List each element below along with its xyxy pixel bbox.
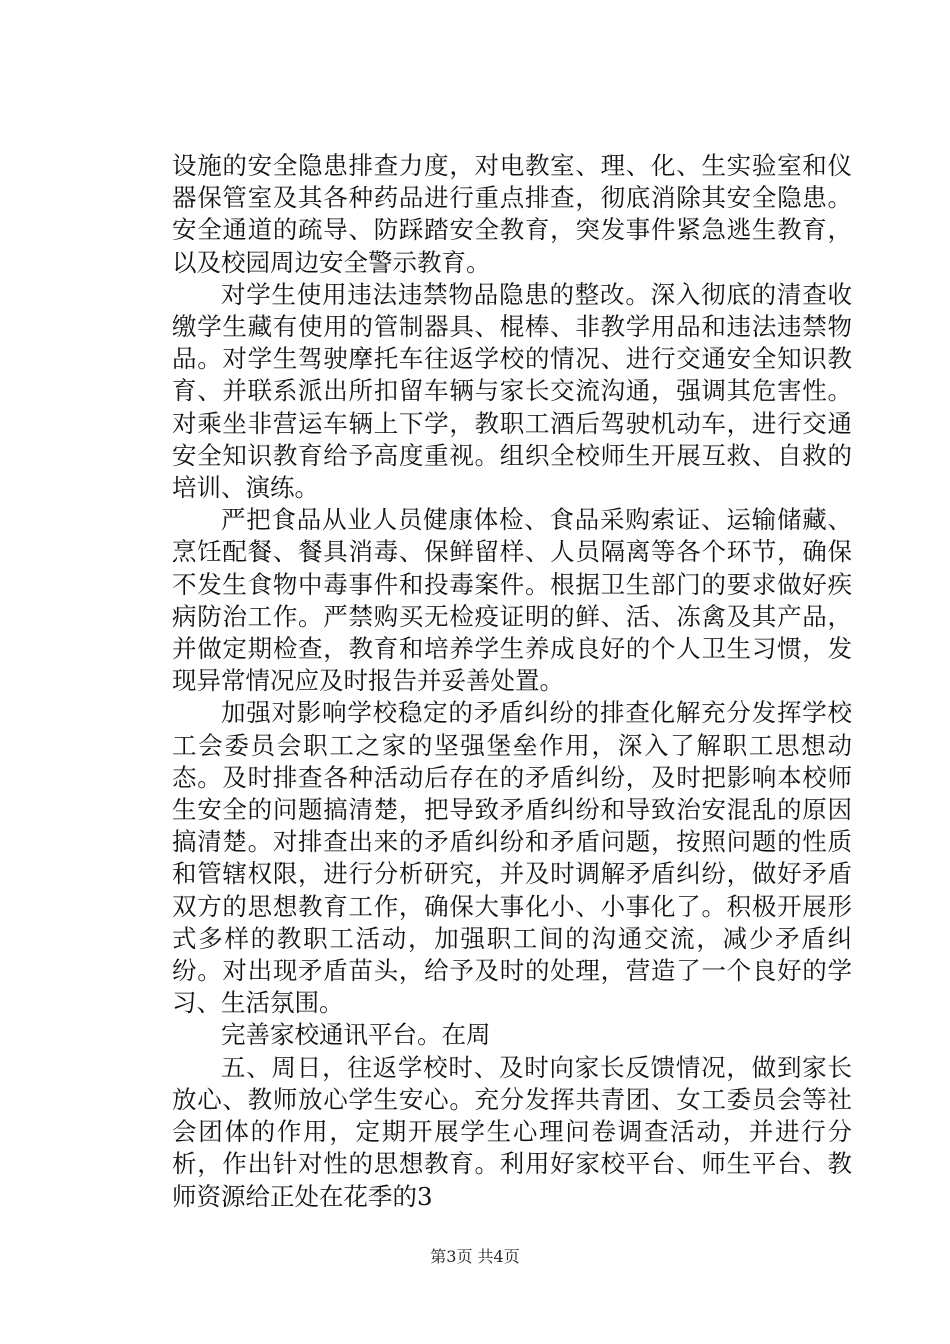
- paragraph-3: 严把食品从业人员健康体检、食品采购索证、运输储藏、烹饪配餐、餐具消毒、保鲜留样、人员隔离等各个环节，确保不发生食物中毒事件和投毒案件。根据卫生部门的要求做好疾病防治工作。严禁购买无检疫证明的鲜、活、冻禽及其产品，并做定期检查，教育和培养学生养成良好的个人卫生习惯，发现异常情况应及时报告并妥善处置。: [172, 505, 852, 696]
- paragraph-2: 对学生使用违法违禁物品隐患的整改。深入彻底的清查收缴学生藏有使用的管制器具、棍棒、非教学用品和违法违禁物品。对学生驾驶摩托车往返学校的情况、进行交通安全知识教育、并联系派出所扣留车辆与家长交流沟通，强调其危害性。对乘坐非营运车辆上下学，教职工酒后驾驶机动车，进行交通安全知识教育给予高度重视。组织全校师生开展互救、自救的培训、演练。: [172, 279, 852, 503]
- paragraph-1: 设施的安全隐患排查力度，对电教室、理、化、生实验室和仪器保管室及其各种药品进行重点排查，彻底消除其安全隐患。安全通道的疏导、防踩踏安全教育，突发事件紧急逃生教育，以及校园周边安全警示教育。: [172, 151, 852, 277]
- document-body: [172, 150, 852, 1213]
- paragraph-4: 加强对影响学校稳定的矛盾纠纷的排查化解充分发挥学校工会委员会职工之家的坚强堡垒作用，深入了解职工思想动态。及时排查各种活动后存在的矛盾纠纷，及时把影响本校师生安全的问题搞清楚，把导致矛盾纠纷和导致治安混乱的原因搞清楚。对排查出来的矛盾纠纷和矛盾问题，按照问题的性质和管辖权限，进行分析研究，并及时调解矛盾纠纷，做好矛盾双方的思想教育工作，确保大事化小、小事化了。积极开展形式多样的教职工活动，加强职工间的沟通交流，减少矛盾纠纷。对出现矛盾苗头，给予及时的处理，营造了一个良好的学习、生活氛围。: [172, 698, 852, 1018]
- paragraph-6: 五、周日，往返学校时、及时向家长反馈情况，做到家长放心、教师放心学生安心。充分发挥共青团、女工委员会等社会团体的作用，定期开展学生心理问卷调查活动，并进行分析，作出针对性的思想教育。利用好家校平台、师生平台、教师资源给正处在花季的3: [172, 1052, 852, 1211]
- page-footer: 第3页 共4页: [430, 1247, 520, 1266]
- paragraph-5: 完善家校通讯平台。在周: [221, 1020, 491, 1050]
